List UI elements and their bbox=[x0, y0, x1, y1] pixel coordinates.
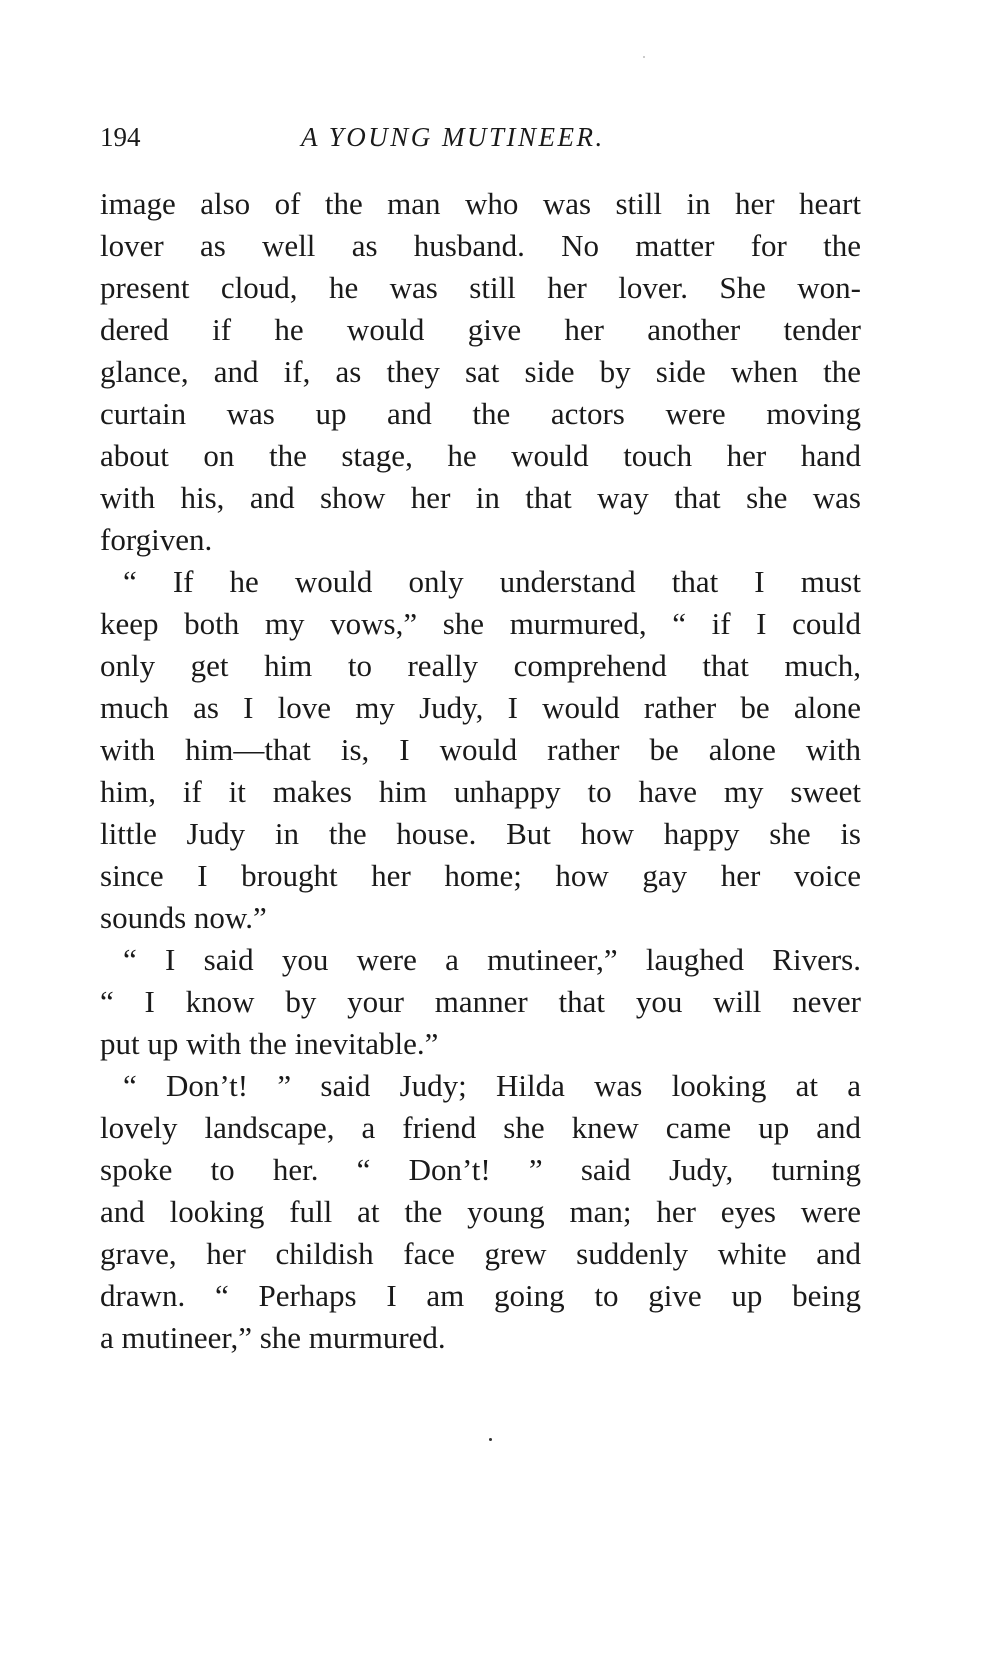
text-line: put up with the inevitable.” bbox=[100, 1026, 439, 1061]
paper-speck bbox=[643, 56, 645, 58]
text-line: and looking full at the young man; her eyes were bbox=[100, 1194, 861, 1229]
text-line: “ I know by your manner that you will never bbox=[100, 984, 861, 1019]
text-line: much as I love my Judy, I would rather be alone bbox=[100, 690, 861, 725]
text-line: “ If he would only understand that I must bbox=[123, 564, 861, 599]
text-line: image also of the man who was still in her heart bbox=[100, 186, 861, 221]
text-line: “ Don’t! ” said Judy; Hilda was looking at a bbox=[123, 1068, 861, 1103]
page-number: 194 bbox=[100, 122, 141, 152]
text-line: grave, her childish face grew suddenly white and bbox=[100, 1236, 861, 1271]
text-line: forgiven. bbox=[100, 522, 213, 557]
text-line: lover as well as husband. No matter for the bbox=[100, 228, 861, 263]
text-line: little Judy in the house. But how happy she is bbox=[100, 816, 861, 851]
text-line: him, if it makes him unhappy to have my sweet bbox=[100, 774, 861, 809]
text-line: glance, and if, as they sat side by side when the bbox=[100, 354, 861, 389]
body-text bbox=[100, 183, 861, 1359]
text-line: curtain was up and the actors were moving bbox=[100, 396, 861, 431]
text-line: only get him to really comprehend that much, bbox=[100, 648, 861, 683]
text-line: lovely landscape, a friend she knew came up and bbox=[100, 1110, 861, 1145]
text-line: keep both my vows,” she murmured, “ if I could bbox=[100, 606, 861, 641]
text-line: a mutineer,” she murmured. bbox=[100, 1320, 446, 1355]
text-line: with his, and show her in that way that she was bbox=[100, 480, 861, 515]
text-line: about on the stage, he would touch her hand bbox=[100, 438, 861, 473]
text-line: sounds now.” bbox=[100, 900, 267, 935]
page-header bbox=[100, 122, 860, 162]
text-line: “ I said you were a mutineer,” laughed Rivers. bbox=[123, 942, 861, 977]
text-line: since I brought her home; how gay her voice bbox=[100, 858, 861, 893]
text-line: dered if he would give her another tender bbox=[100, 312, 861, 347]
running-title: A YOUNG MUTINEER. bbox=[301, 122, 605, 152]
footer-dot bbox=[489, 1438, 492, 1441]
text-line: drawn. “ Perhaps I am going to give up being bbox=[100, 1278, 861, 1313]
text-line: with him—that is, I would rather be alone with bbox=[100, 732, 861, 767]
text-line: present cloud, he was still her lover. She won- bbox=[100, 270, 861, 305]
text-line: spoke to her. “ Don’t! ” said Judy, turning bbox=[100, 1152, 861, 1187]
